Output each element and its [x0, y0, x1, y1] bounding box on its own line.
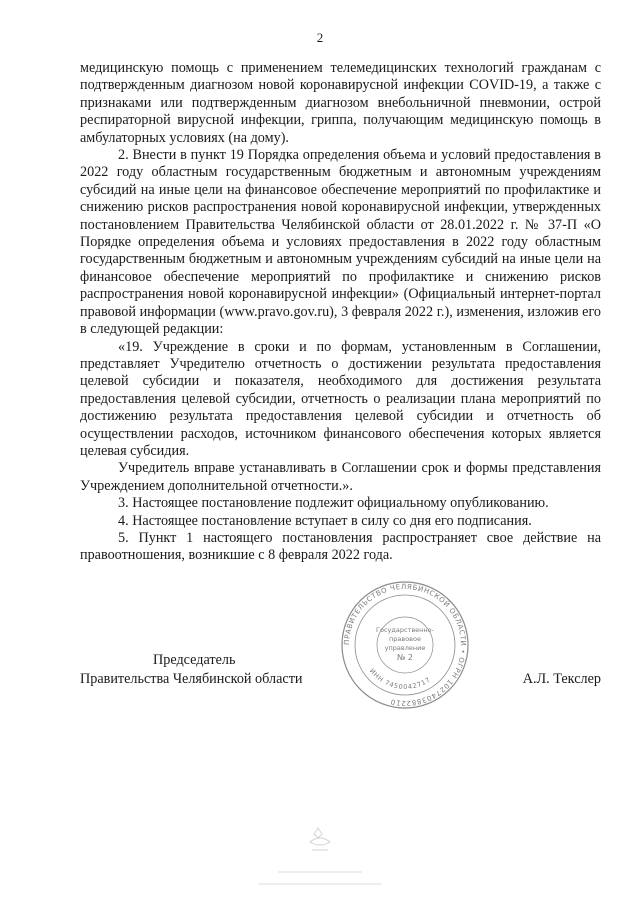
signatory-name: А.Л. Текслер [522, 671, 601, 687]
paragraph-1-continuation: медицинскую помощь с применением телемедицинских технологий гражданам с подтвержденным диагнозом новой коронавирусной инфекции COVID-19, а также с признаками или подтвержденным диагнозом внебольничной пневмонии, острой респираторной вирусной инфекции, гриппа, получающим медицинскую помощь в амбулаторных условиях (на дому). [80, 60, 601, 146]
document-body [80, 60, 601, 565]
stamp-center-line-4: № 2 [397, 653, 413, 662]
page-number: 2 [316, 30, 324, 45]
signature-block [80, 652, 601, 692]
faint-watermark-mark [0, 820, 640, 900]
paragraph-4: 4. Настоящее постановление вступает в силу со дня его подписания. [118, 512, 532, 529]
stamp-center-line-2: правовое [389, 635, 421, 643]
stamp-center-line-3: управление [384, 644, 426, 652]
paragraph-quoted-founder: Учредитель вправе устанавливать в Соглашении срок и формы представления Учреждением дополнительной отчетности.». [80, 460, 601, 494]
paragraph-2: 2. Внести в пункт 19 Порядка определения объема и условий предоставления в 2022 году областным государственным бюджетным и автономным учреждениям субсидий на иные цели на финансовое обеспечение мероприятий по профилактике и снижению рисков распространения новой коронавирусной инфекции, утвержденных постановлением Правительства Челябинской области от 28.01.2022 г. № 37-П «О Порядке определения объема и условиях предоставления в 2022 году областным государственным бюджетным и автономным учреждениям субсидий на иные цели на финансовое обеспечение мероприятий по профилактике и снижению рисков распространения новой коронавирусной инфекции» (Официальный интернет-портал правовой информации (www.pravo.gov.ru), 3 февраля 2022 г.), изменения, изложив его в следующей редакции: [80, 147, 601, 338]
paragraph-5: 5. Пункт 1 настоящего постановления распространяет свое действие на правоотношения, возникшие с 8 февраля 2022 года. [80, 529, 601, 564]
signatory-title-line-2: Правительства Челябинской области [80, 671, 303, 687]
signatory-title-line-1: Председатель [153, 652, 236, 668]
stamp-outer-text: ПРАВИТЕЛЬСТВО ЧЕЛЯБИНСКОЙ ОБЛАСТИ • ОГРН 1027403882210 [342, 582, 468, 708]
paragraph-quoted-19: «19. Учреждение в сроки и по формам, установленным в Соглашении, представляет Учредителю отчетность о достижении результата предоставления целевой субсидии и показателя, необходимого для достижения результата предоставления целевой субсидии, отчетность о реализации плана мероприятий по достижению результата предоставления целевой субсидии и отчетность об осуществлении расходов, источником финансового обеспечения которых является целевая субсидия. [80, 338, 601, 459]
paragraph-3: 3. Настоящее постановление подлежит официальному опубликованию. [118, 495, 549, 512]
stamp-center-line-1: Государственно- [376, 626, 434, 634]
stamp-inn-text: ИНН 7450042717 [367, 667, 433, 692]
